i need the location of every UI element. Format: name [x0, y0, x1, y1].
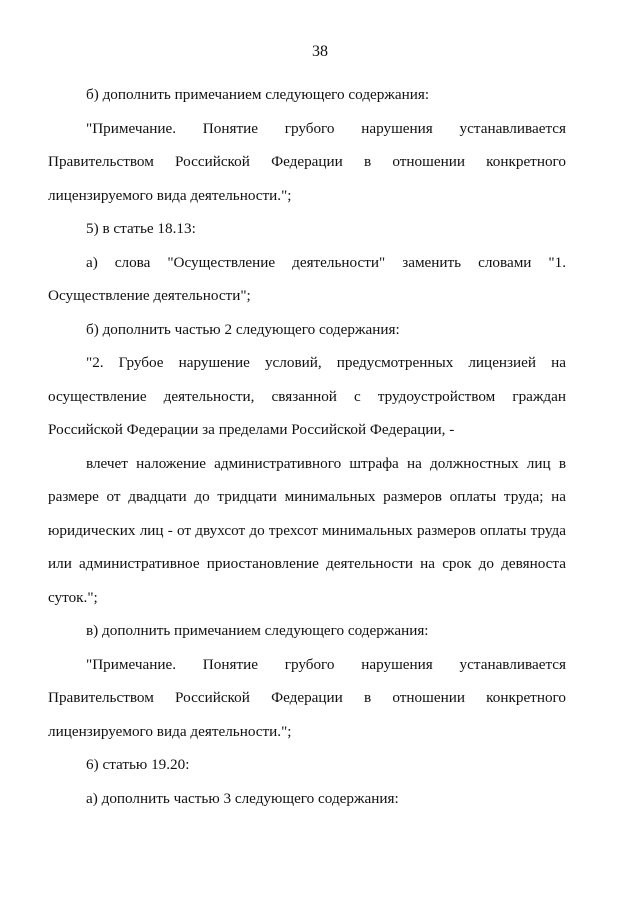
paragraph: б) дополнить примечанием следующего содержания:	[86, 86, 430, 103]
paragraph: а) дополнить частью 3 следующего содержания:	[86, 789, 399, 807]
paragraph: а) слова "Осуществление деятельности" заменить словами "1. Осуществление деятельности";	[48, 253, 566, 304]
page-number: 38	[312, 43, 328, 60]
paragraph: "2. Грубое нарушение условий, предусмотренных лицензией на осуществление деятельности, связанной с трудоустройством граждан Российской Федерации за пределами Российской Федерации, -	[48, 354, 566, 438]
paragraph: 6) статью 19.20:	[86, 756, 190, 773]
paragraph: в) дополнить примечанием следующего содержания:	[86, 622, 429, 639]
paragraph: влечет наложение административного штрафа на должностных лиц в размере от двадцати до тридцати минимальных размеров оплаты труда; на юридических лиц - от двухсот до трехсот минимальных размеров оплаты труда или административное приостановление деятельности на срок до девяноста суток.";	[48, 454, 566, 606]
paragraph: "Примечание. Понятие грубого нарушения устанавливается Правительством Российской Федерации в отношении конкретного лицензируемого вида деятельности.";	[48, 655, 566, 740]
paragraph: 5) в статье 18.13:	[86, 220, 196, 237]
paragraph: б) дополнить частью 2 следующего содержания:	[86, 320, 400, 338]
paragraph: "Примечание. Понятие грубого нарушения устанавливается Правительством Российской Федерации в отношении конкретного лицензируемого вида деятельности.";	[48, 119, 566, 204]
document-body	[48, 78, 566, 815]
